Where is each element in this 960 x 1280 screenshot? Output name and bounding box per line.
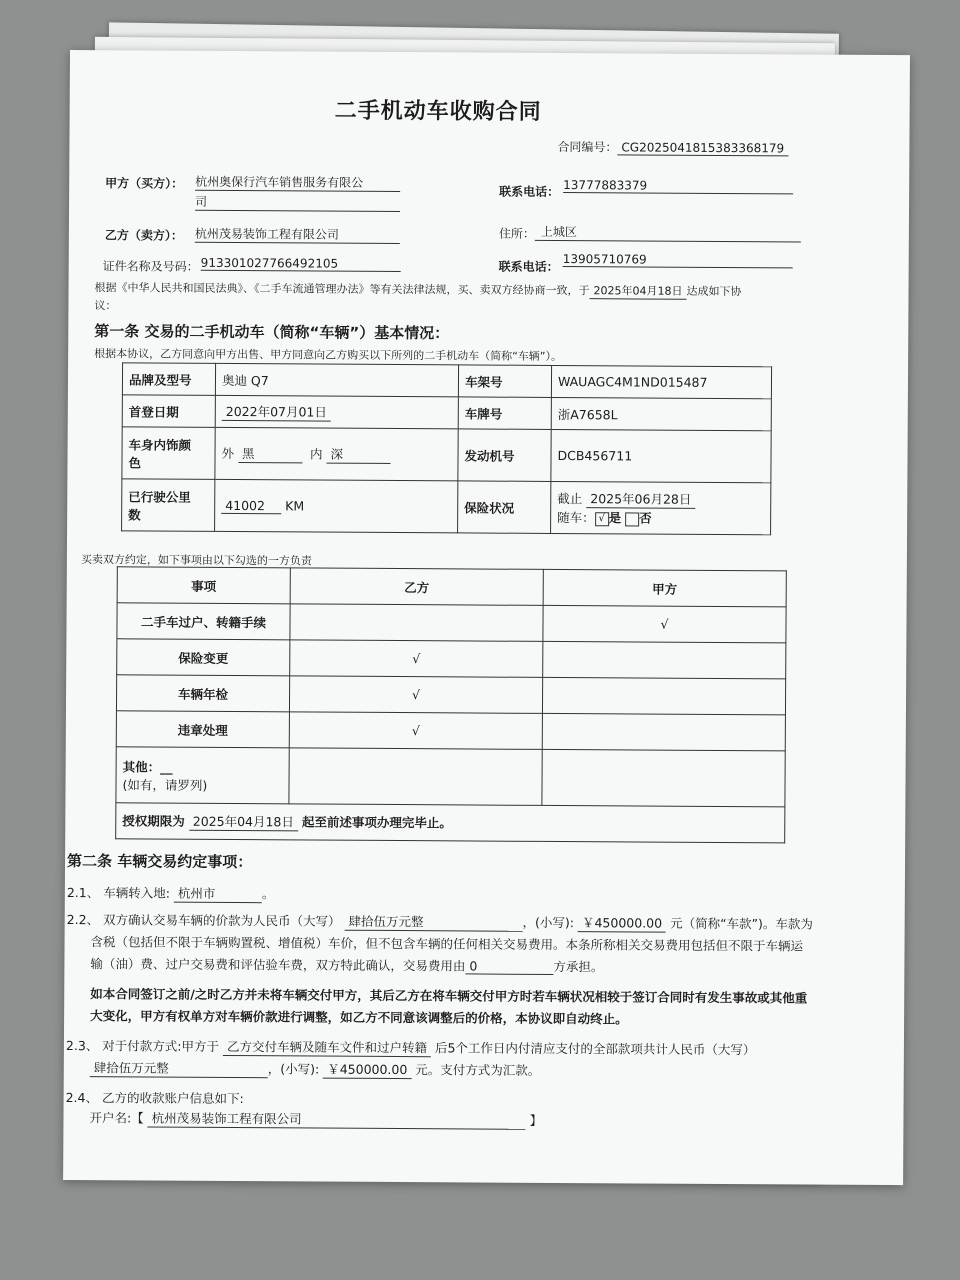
adjustment-clause-line1: 如本合同签订之前/之时乙方并未将车辆交付甲方，其后乙方在将车辆交付甲方时若车辆状况相较于签订合同时有发生事故或其他重 (90, 986, 808, 1006)
interior-color: 深 (326, 445, 390, 464)
party-b-address-label: 住所： (498, 226, 535, 241)
section-2-2-line2: 含税（包括但不限于车辆购置税、增值税）车价，但不包含车辆的任何相关交易费用。本条所称相关交易费用包括但不限于车辆运 (90, 934, 804, 954)
duty-item: 二手车过户、转籍手续 (117, 603, 290, 640)
duty-a-check (543, 641, 786, 678)
duty-item: 保险变更 (117, 639, 290, 676)
plate-value: 浙A7658L (551, 397, 771, 430)
responsibility-table (115, 566, 787, 843)
section-2-2-line3: 输（油）费、过户交易费和评估验车费，双方特此确认，交易费用由 0 方承担。 (90, 956, 604, 975)
party-a-phone: 13777883379 (563, 178, 793, 194)
brand-value: 奥迪 Q7 (215, 363, 458, 396)
duty-a-check: √ (543, 605, 786, 642)
engine-value: DCB456711 (551, 429, 771, 482)
section-2-3-line2: 肆拾伍万元整 ，(小写): ￥450000.00 元。支付方式为汇款。 (90, 1058, 541, 1080)
insurance-label: 保险状况 (458, 481, 551, 534)
insurance-cell: 截止 2025年06月28日 随车： √ 是 否 (551, 481, 771, 534)
color-cell: 外 黑 内 深 (215, 427, 458, 480)
vehicle-info-table (121, 362, 772, 535)
duty-item: 违章处理 (116, 711, 289, 748)
duty-other: 其他：__ (如有，请罗列) (116, 747, 289, 804)
account-name: 开户名:【 杭州茂易装饰工程有限公司 】 (89, 1110, 543, 1128)
duty-head-b: 乙方 (290, 568, 543, 606)
plate-label: 车牌号 (458, 397, 551, 430)
mileage-cell: 41002 KM (215, 479, 458, 532)
duty-b-check: √ (289, 712, 542, 750)
intro-line2: 议： (94, 299, 117, 313)
party-b-name: 杭州茂易装饰工程有限公司 (195, 225, 400, 244)
document-title: 二手机动车收购合同 (334, 98, 542, 125)
vin-label: 车架号 (458, 365, 551, 398)
engine-label: 发动机号 (458, 429, 551, 482)
adjustment-clause-line2: 大变化，甲方有权单方对车辆价款进行调整，如乙方不同意该调整后的价格，本协议即自动终止。 (90, 1008, 628, 1027)
article-1-title: 第一条 交易的二手机动车（简称“车辆”）基本情况： (94, 322, 450, 343)
section-2-1: 2.1、 车辆转入地: 杭州市 。 (66, 884, 275, 902)
party-b-id: 913301027766492105 (201, 256, 401, 272)
mileage-label: 已行驶公里 数 (122, 479, 215, 532)
duty-head-item: 事项 (117, 567, 290, 604)
duty-other-a (542, 749, 785, 806)
party-b-id-label: 证件名称及号码： (102, 259, 199, 274)
insurance-date: 2025年06月28日 (586, 489, 695, 509)
party-a-name-line2: 司 (195, 193, 400, 212)
party-b-phone: 13905710769 (563, 252, 793, 268)
article-2-title: 第二条 车辆交易约定事项： (66, 851, 253, 872)
duty-b-check: √ (289, 676, 542, 714)
authorization-period: 授权期限为 2025年04月18日 起至前述事项办理完毕止。 (116, 803, 785, 843)
party-a-phone-label: 联系电话： (499, 184, 560, 199)
duty-head-a: 甲方 (543, 569, 786, 606)
section-2-2-line1: 2.2、 双方确认交易车辆的价款为人民币（大写） 肆拾伍万元整 ，(小写): ￥450000.00 元（简称“车款”)。车款为 (66, 911, 813, 932)
contract-page (63, 50, 910, 1185)
party-a-name-line1: 杭州奥保行汽车销售服务有限公 (195, 173, 400, 192)
contract-number: 合同编号： CG2025041815383368179 (557, 138, 788, 156)
insurance-no-checkbox (625, 512, 639, 526)
exterior-color: 黑 (238, 444, 302, 463)
duty-other-b (289, 748, 542, 806)
duty-item: 车辆年检 (116, 675, 289, 712)
insurance-yes-checkbox: √ (595, 512, 609, 526)
duty-b-check: √ (290, 640, 543, 678)
article-1-intro: 根据本协议，乙方同意向甲方出售、甲方同意向乙方购买以下所列的二手机动车（简称“车辆”）。 (94, 347, 563, 364)
duty-intro: 买卖双方约定，如下事项由以下勾选的一方负责 (80, 553, 312, 568)
party-b-address: 上城区 (535, 223, 801, 243)
color-label: 车身内饰颜 色 (122, 427, 215, 480)
brand-label: 品牌及型号 (122, 363, 215, 396)
duty-a-check (542, 677, 785, 714)
mileage-value: 41002 (221, 497, 281, 513)
party-b-phone-label: 联系电话： (498, 259, 559, 274)
party-b-label: 乙方（卖方）： (104, 228, 183, 243)
duty-a-check (542, 713, 785, 750)
intro-line: 根据《中华人民共和国民法典》、《二手车流通管理办法》等有关法律法规，买、卖双方经协商一致，于 2025年04月18日 达成如下协 (94, 281, 742, 299)
duty-b-check (290, 604, 543, 642)
reg-date-value: 2022年07月01日 (222, 402, 331, 422)
party-a-label: 甲方（买方）： (105, 176, 184, 191)
reg-date-label: 首登日期 (122, 395, 215, 428)
vin-value: WAUAGC4M1ND015487 (551, 365, 771, 398)
section-2-3-line1: 2.3、 对于付款方式:甲方于 乙方交付车辆及随车文件和过户转籍 后5个工作日内付清应支付的全部款项共计人民币（大写） (65, 1037, 756, 1058)
reg-date-cell (215, 395, 458, 428)
section-2-4: 2.4、 乙方的收款账户信息如下: (65, 1089, 244, 1107)
